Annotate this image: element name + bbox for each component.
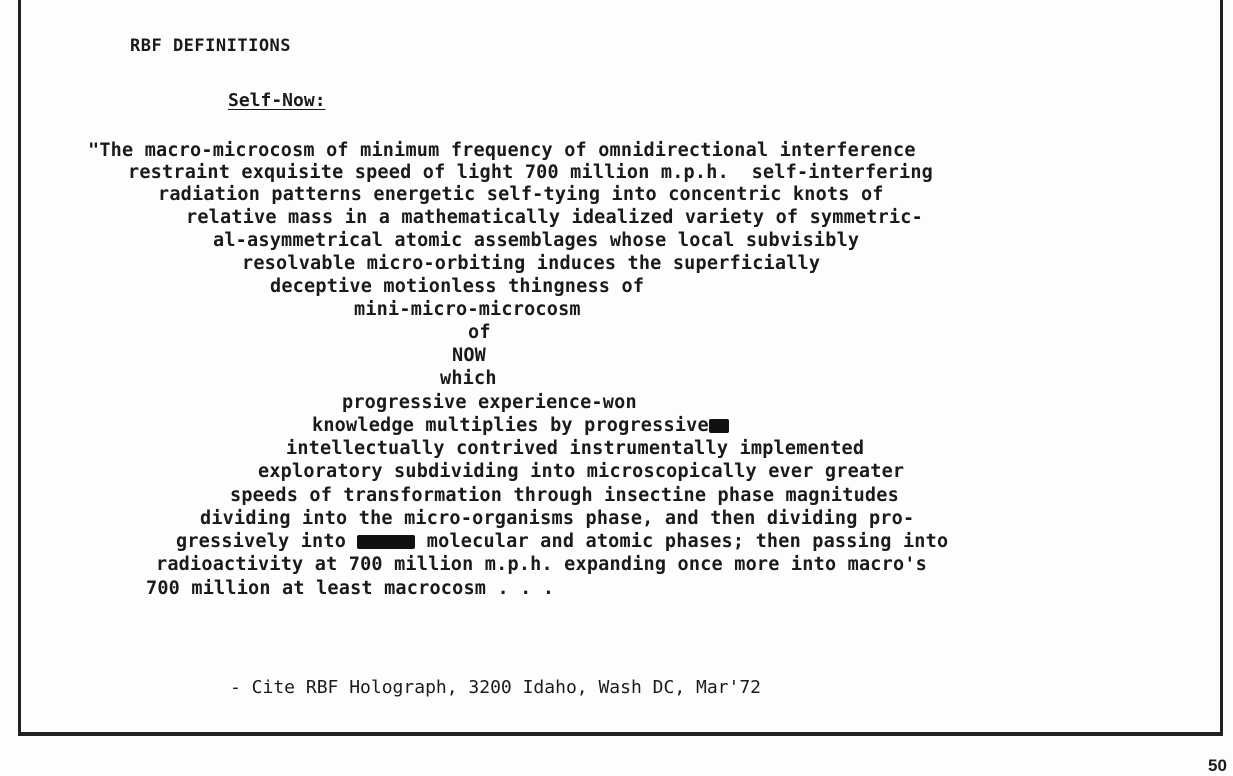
- text-line: resolvable micro-orbiting induces the superficially: [242, 253, 821, 274]
- redaction-mark: [709, 419, 729, 433]
- text-line: al-asymmetrical atomic assemblages whose local subvisibly: [213, 230, 860, 251]
- text-segment: molecular and atomic phases; then passing into: [426, 531, 949, 552]
- text-line: NOW: [452, 345, 487, 366]
- text-line: 700 million at least macrocosm . . .: [146, 578, 555, 599]
- redaction-mark: [357, 535, 415, 549]
- text-line: radiation patterns energetic self-tying into concentric knots of: [158, 184, 884, 205]
- text-line: intellectually contrived instrumentally implemented: [286, 438, 865, 459]
- text-line: which: [440, 368, 497, 389]
- text-line: dividing into the micro-organisms phase, and then dividing pro-: [200, 508, 915, 529]
- definition-term: Self-Now:: [228, 90, 326, 111]
- text-line: exploratory subdividing into microscopically ever greater: [258, 461, 905, 482]
- text-line: "The macro-microcosm of minimum frequency of omnidirectional interference: [88, 140, 916, 161]
- text-line: radioactivity at 700 million m.p.h. expanding once more into macro's: [156, 554, 927, 575]
- text-line: speeds of transformation through insectine phase magnitudes: [230, 485, 899, 506]
- text-line: mini-micro-microcosm: [354, 299, 581, 320]
- page-border-frame: [18, 0, 1223, 736]
- document-heading: RBF DEFINITIONS: [130, 36, 292, 56]
- text-line: progressive experience-won: [342, 392, 637, 413]
- citation: - Cite RBF Holograph, 3200 Idaho, Wash DC, Mar'72: [230, 677, 762, 698]
- text-segment: gressively into: [176, 531, 347, 552]
- text-line-with-redaction: [312, 415, 729, 437]
- text-line: relative mass in a mathematically idealized variety of symmetric-: [186, 207, 923, 228]
- text-line: of: [468, 322, 491, 343]
- text-line: restraint exquisite speed of light 700 million m.p.h. self-interfering: [128, 162, 933, 183]
- text-line-with-redaction: [176, 531, 948, 553]
- text-line: deceptive motionless thingness of: [270, 276, 645, 297]
- page-number: 50: [1208, 756, 1227, 775]
- text-segment: knowledge multiplies by progressive: [312, 415, 709, 436]
